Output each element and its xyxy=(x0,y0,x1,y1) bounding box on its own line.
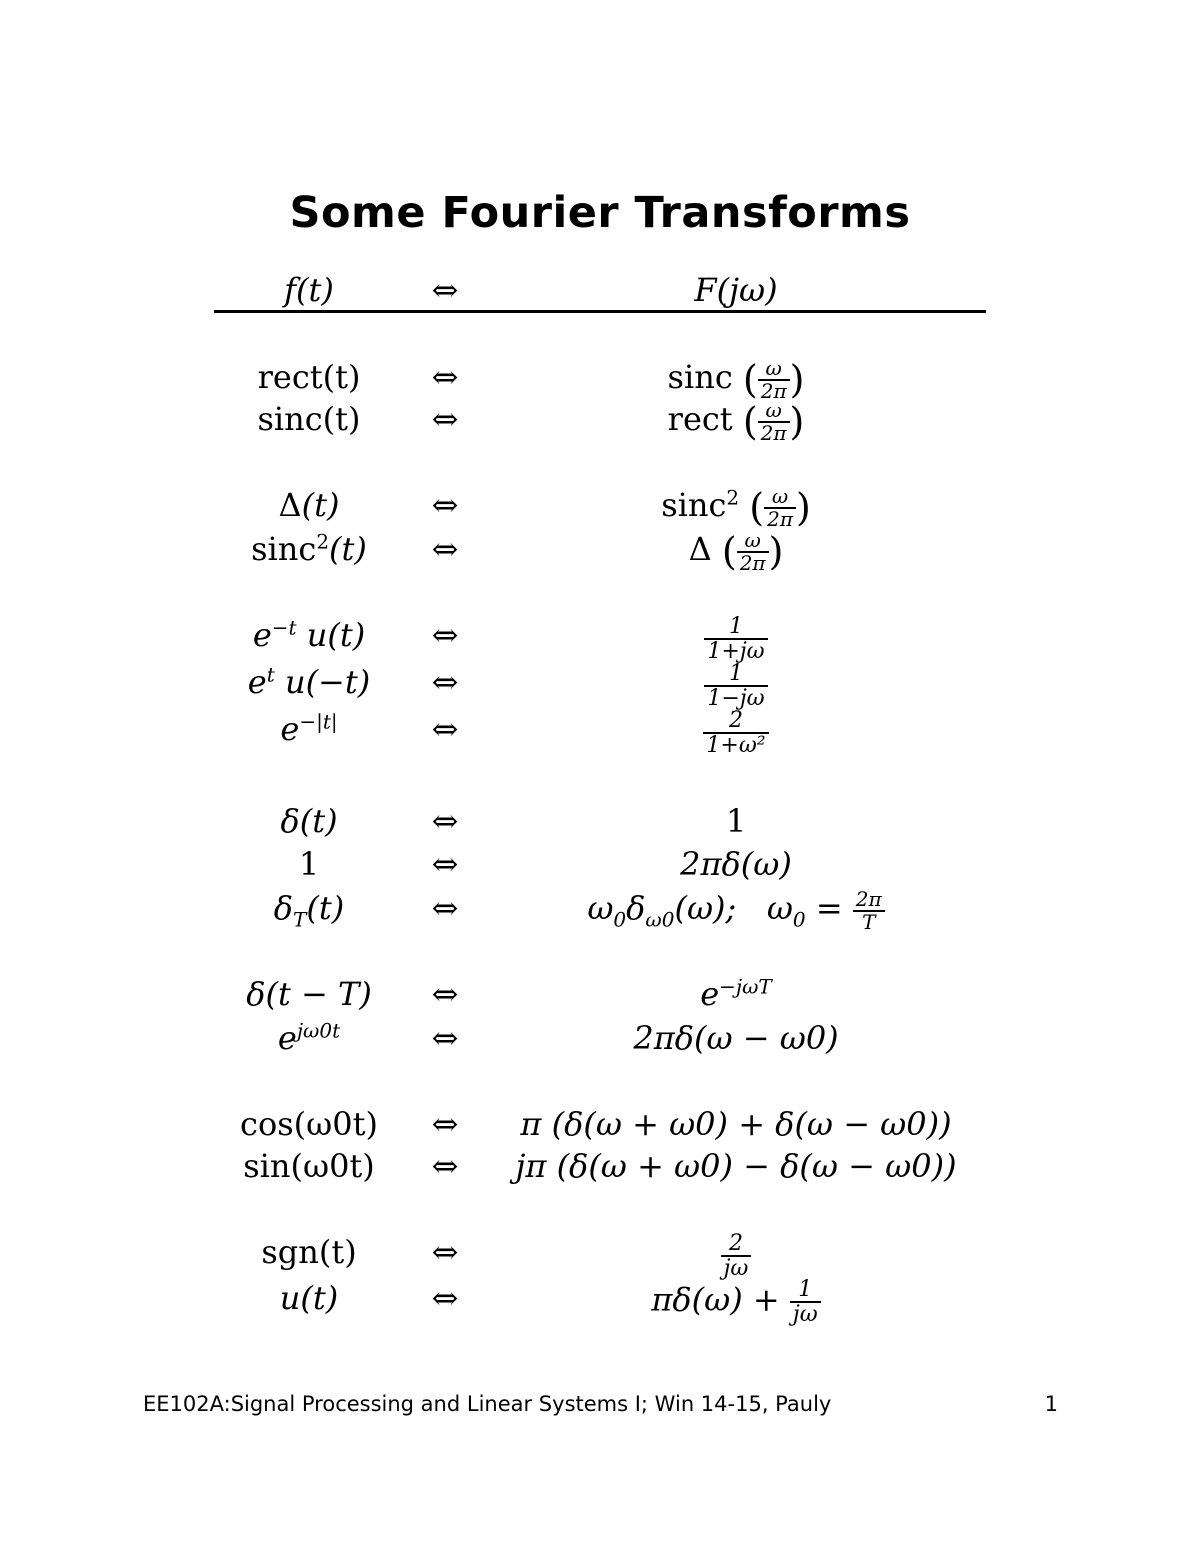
equivalence-arrow: ⇔ xyxy=(431,486,459,524)
table-row xyxy=(214,527,986,575)
table-row xyxy=(214,397,986,445)
time-function: $e^{-t}$ u(t) xyxy=(252,615,366,654)
table-row xyxy=(214,886,986,934)
equivalence-arrow: ⇔ xyxy=(431,975,459,1013)
table-row xyxy=(214,708,986,759)
table-row xyxy=(214,801,986,841)
time-function: δ(t − T) xyxy=(246,975,372,1013)
header-rule xyxy=(214,310,986,313)
transform: rect ( $\frac{\omega}{2\pi}$ ) xyxy=(667,397,805,445)
time-domain-header: f(t) xyxy=(284,271,334,309)
table-header xyxy=(214,270,986,310)
equivalence-arrow: ⇔ xyxy=(431,616,459,654)
equivalence-arrow: ⇔ xyxy=(431,1279,459,1317)
time-function: Δ(t) xyxy=(278,486,340,524)
time-function: sinc(t) xyxy=(257,400,361,438)
time-function: $e^{-|t|}$ xyxy=(280,709,338,748)
equivalence-arrow: ⇔ xyxy=(431,400,459,438)
equivalence-arrow: ⇔ xyxy=(431,889,459,927)
equivalence-arrow: ⇔ xyxy=(431,1233,459,1271)
transform: 2πδ(ω − ω0) xyxy=(633,1019,839,1057)
equivalence-arrow: ⇔ xyxy=(431,1019,459,1057)
transform: πδ(ω) + $\frac{1}{j\omega}$ xyxy=(486,1278,986,1318)
transform: sinc ( $\frac{\omega}{2\pi}$ ) xyxy=(667,355,805,403)
time-function: $e^t$ u(−t) xyxy=(247,662,371,701)
table-row xyxy=(214,1018,986,1058)
time-function: sin(ω0t) xyxy=(243,1147,375,1185)
time-function: cos(ω0t) xyxy=(240,1105,378,1143)
table-row xyxy=(214,483,986,531)
table-row xyxy=(214,1104,986,1144)
page-number: 1 xyxy=(1044,1392,1058,1416)
transform: $e^{-j\omega T}$ xyxy=(700,974,772,1013)
frequency-domain-header: F(jω) xyxy=(694,271,778,309)
time-function: u(t) xyxy=(279,1279,339,1317)
transform: π (δ(ω + ω0) + δ(ω − ω0)) xyxy=(520,1105,952,1143)
transform: 1 xyxy=(725,802,747,840)
page-footer xyxy=(0,1392,1200,1420)
equivalence-arrow: ⇔ xyxy=(431,1105,459,1143)
transform: Δ ( $\frac{\omega}{2\pi}$ ) xyxy=(688,527,784,575)
equivalence-arrow: ⇔ xyxy=(431,530,459,568)
table-row xyxy=(214,661,986,712)
equivalence-arrow: ⇔ xyxy=(431,845,459,883)
table-row xyxy=(214,1277,986,1328)
transform: 2πδ(ω) xyxy=(680,845,792,883)
time-function: rect(t) xyxy=(257,358,361,396)
equivalence-arrow: ⇔ xyxy=(431,1147,459,1185)
equivalence-arrow: ⇔ xyxy=(431,663,459,701)
arrow-header: ⇔ xyxy=(431,271,459,309)
course-info: EE102A:Signal Processing and Linear Systems I; Win 14-15, Pauly xyxy=(143,1392,832,1416)
transform: $\frac{2}{j\omega}$ xyxy=(486,1232,986,1272)
transform: $\frac{1}{1+j\omega}$ xyxy=(486,615,986,655)
transform: $\omega_0\delta_{\omega 0}(\omega)$; $\omega_0$ = $\frac{2\pi}{T}$ xyxy=(486,888,986,928)
time-function: sinc$^2$(t) xyxy=(251,529,367,568)
time-function: 1 xyxy=(298,845,320,883)
transform-table xyxy=(214,262,986,1342)
table-row xyxy=(214,1231,986,1282)
time-function: $e^{j\omega 0t}$ xyxy=(277,1018,341,1057)
equivalence-arrow: ⇔ xyxy=(431,802,459,840)
table-row xyxy=(214,1146,986,1186)
transform: sinc$^2$ ( $\frac{\omega}{2\pi}$ ) xyxy=(661,483,811,531)
table-row xyxy=(214,355,986,403)
transform: $\frac{1}{1-j\omega}$ xyxy=(486,662,986,702)
table-row xyxy=(214,844,986,884)
time-function: δ(t) xyxy=(280,802,338,840)
equivalence-arrow: ⇔ xyxy=(431,358,459,396)
page-title: Some Fourier Transforms xyxy=(289,188,911,238)
table-row xyxy=(214,974,986,1014)
transform: $\frac{2}{\text{1+ω²}}$ xyxy=(486,709,986,749)
equivalence-arrow: ⇔ xyxy=(431,710,459,748)
table-row xyxy=(214,614,986,665)
time-function: sgn(t) xyxy=(261,1233,357,1271)
transform: jπ (δ(ω + ω0) − δ(ω − ω0)) xyxy=(515,1147,957,1185)
time-function: $\delta_T(t)$ xyxy=(273,889,345,932)
